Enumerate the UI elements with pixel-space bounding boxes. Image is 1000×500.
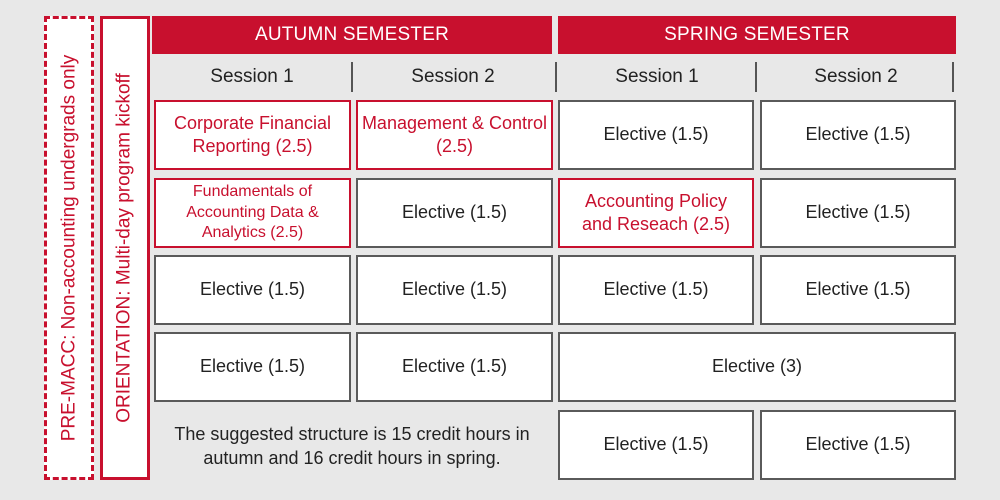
course-management-control: Management & Control (2.5)	[356, 100, 553, 170]
pre-macc-label: PRE-MACC: Non-accounting undergrads only	[58, 54, 80, 442]
autumn-session-1-label: Session 1	[210, 66, 294, 87]
session-divider	[755, 62, 757, 92]
course-elective: Elective (1.5)	[356, 255, 553, 325]
course-elective: Elective (1.5)	[356, 332, 553, 402]
course-elective: Elective (1.5)	[760, 178, 956, 248]
course-elective: Elective (1.5)	[558, 100, 754, 170]
session-divider	[952, 62, 954, 92]
session-divider	[555, 62, 557, 92]
course-elective: Elective (1.5)	[558, 410, 754, 480]
orientation-label: ORIENTATION: Multi-day program kickoff	[114, 73, 135, 423]
spring-session-2-label: Session 2	[814, 66, 898, 87]
course-elective: Elective (1.5)	[760, 100, 956, 170]
credit-hours-note: The suggested structure is 15 credit hours in autumn and 16 credit hours in spring.	[174, 423, 530, 468]
course-corporate-financial-reporting: Corporate Financial Reporting (2.5)	[154, 100, 351, 170]
session-divider	[351, 62, 353, 92]
course-accounting-policy-research: Accounting Policy and Reseach (2.5)	[558, 178, 754, 248]
autumn-session-2-label: Session 2	[411, 66, 495, 87]
course-elective: Elective (1.5)	[760, 410, 956, 480]
course-elective: Elective (1.5)	[154, 332, 351, 402]
spring-session-1-label: Session 1	[615, 66, 699, 87]
orientation-box	[100, 16, 150, 480]
course-elective-wide: Elective (3)	[558, 332, 956, 402]
pre-macc-box	[44, 16, 94, 480]
course-elective: Elective (1.5)	[558, 255, 754, 325]
course-elective: Elective (1.5)	[760, 255, 956, 325]
course-elective: Elective (1.5)	[154, 255, 351, 325]
spring-semester-header: SPRING SEMESTER	[558, 16, 956, 54]
course-elective: Elective (1.5)	[356, 178, 553, 248]
course-fundamentals-accounting-data-analytics: Fundamentals of Accounting Data & Analytics (2.5)	[154, 178, 351, 248]
autumn-semester-header: AUTUMN SEMESTER	[152, 16, 552, 54]
